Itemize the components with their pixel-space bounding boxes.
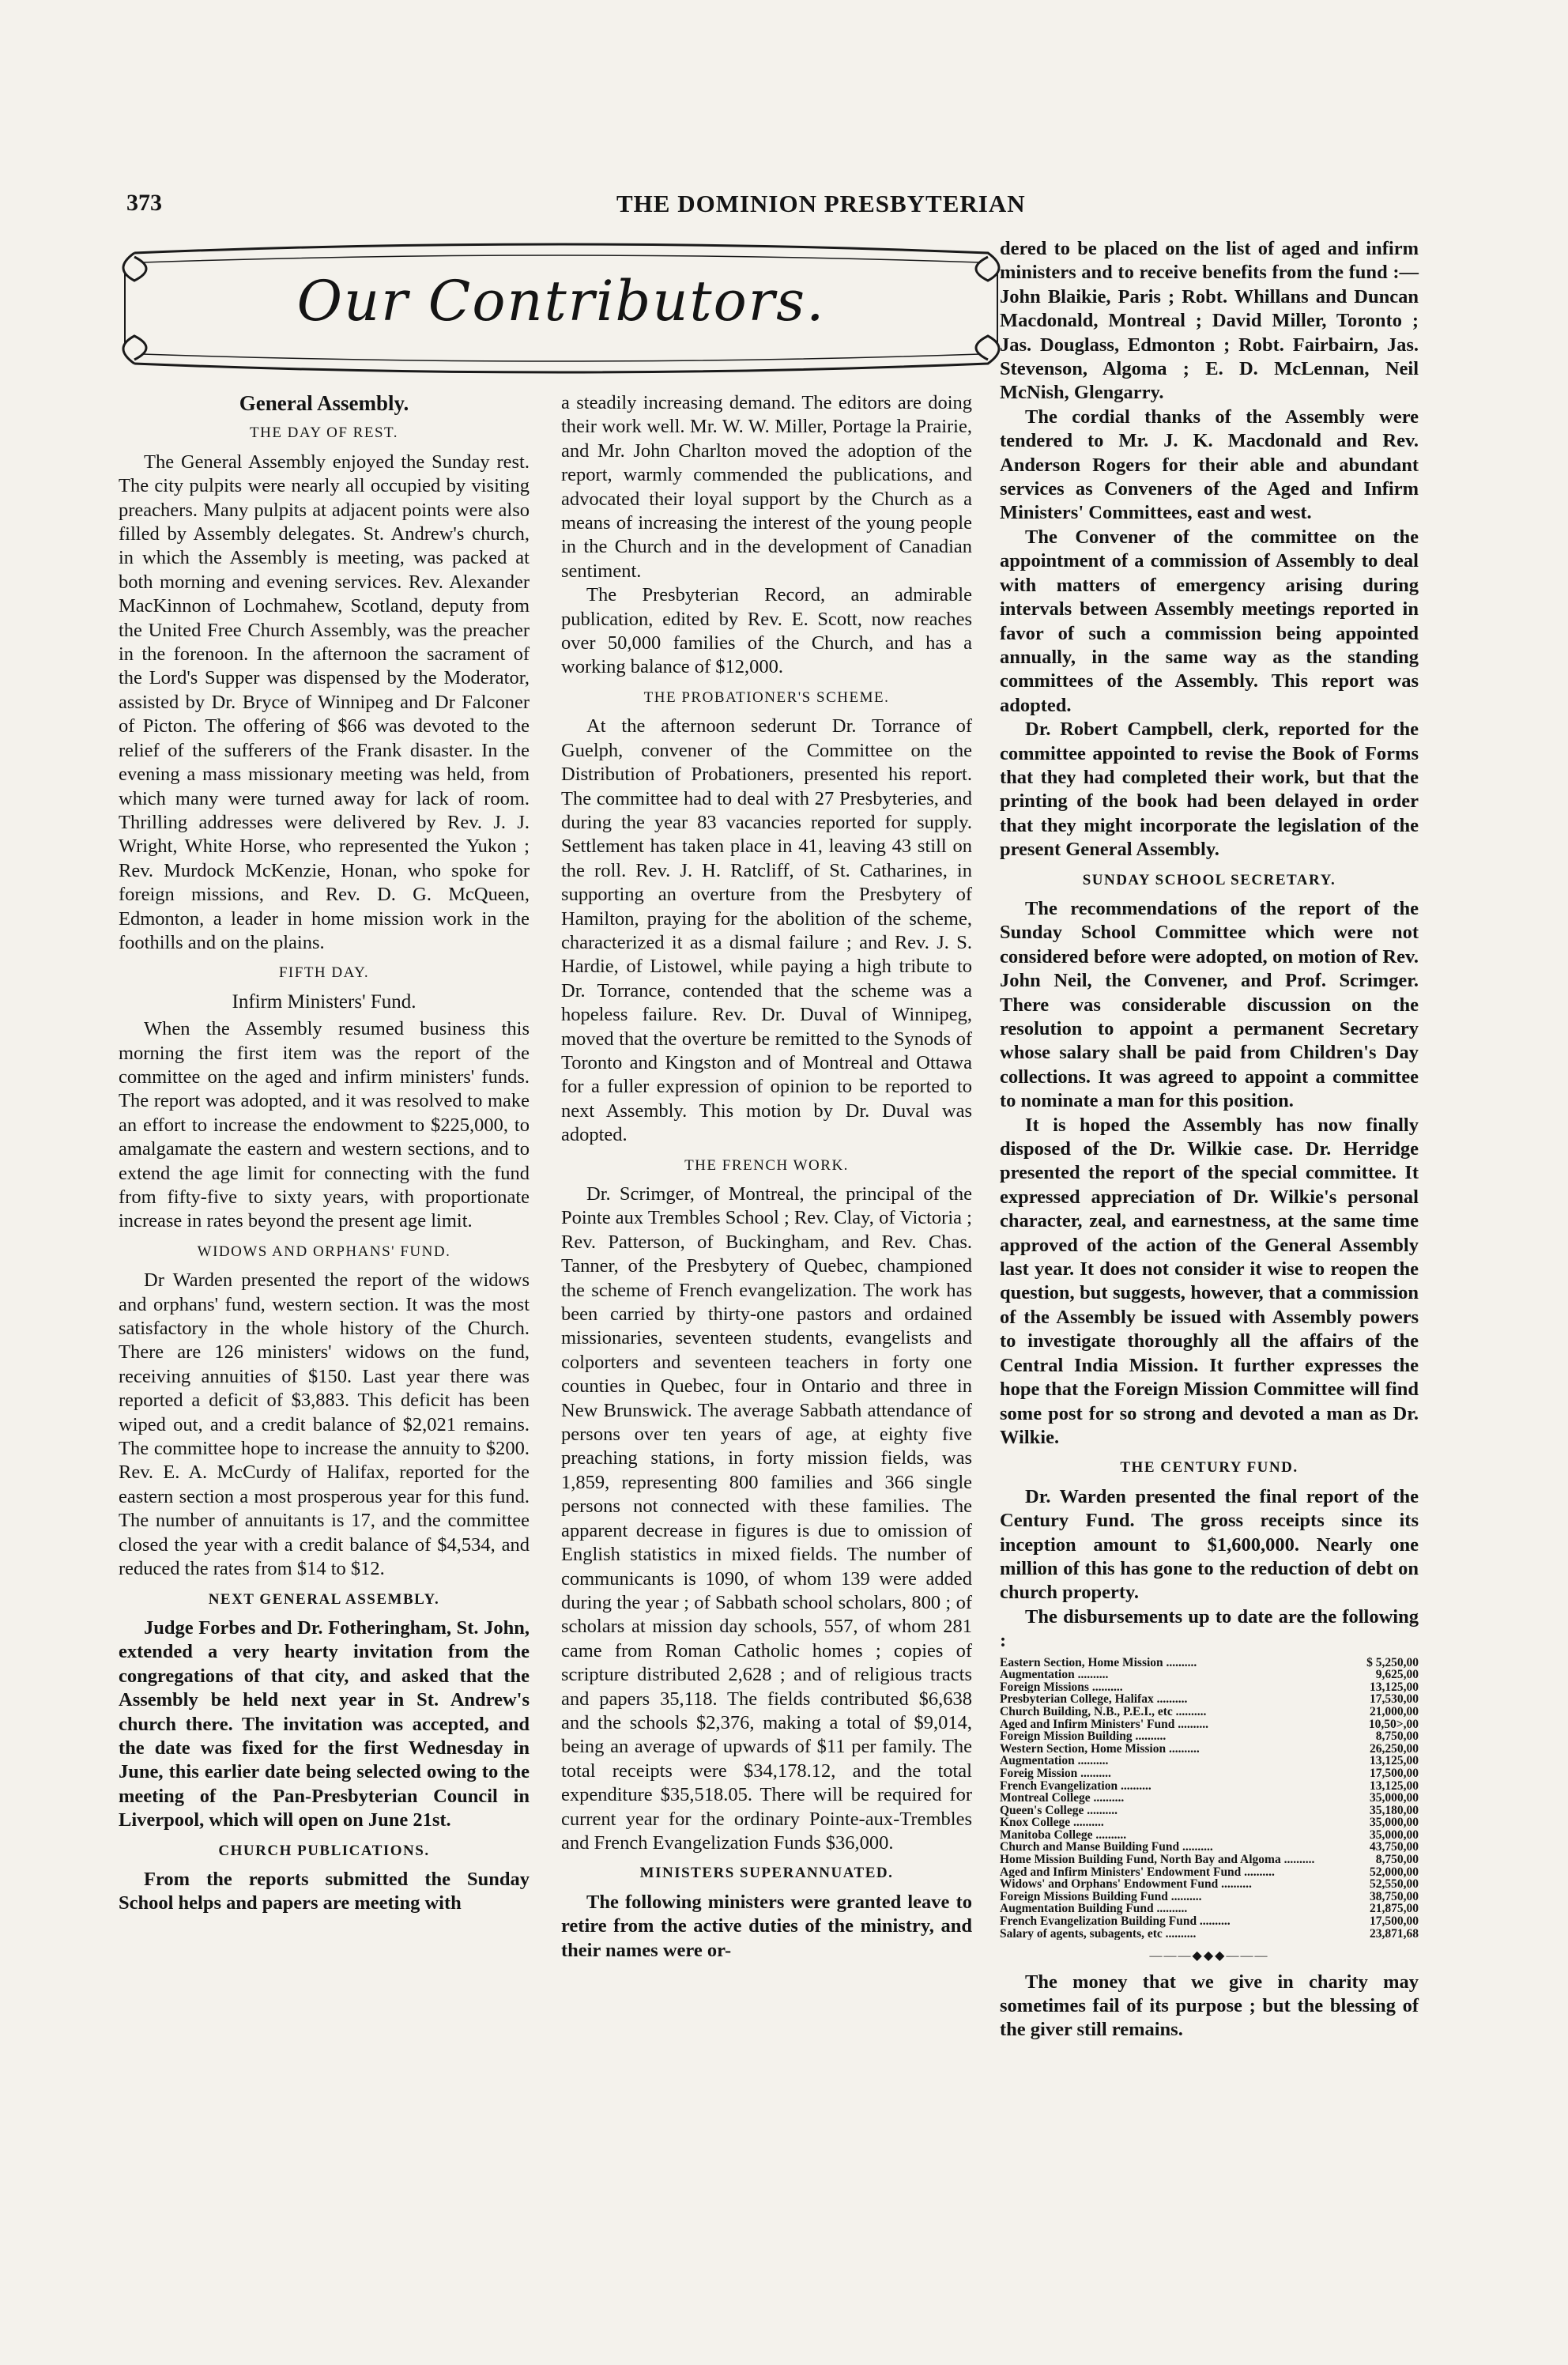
ledger-amount: 52,000,00: [1370, 1865, 1419, 1879]
subhead-widows-orphans-fund: WIDOWS AND ORPHANS' FUND.: [197, 1243, 451, 1260]
paragraph: Dr Warden presented the report of the widows and orphans' fund, western section. It was the most satisfactory in the whole history of the Church. There are 126 ministers' widows on the fund, receiving annuities of $150. Last year there was reported a deficit of $3,883. This deficit has been wiped out, and a credit balance of $2,021 remains. The committee hope to increase the annuity to $200. Rev. E. A. McCurdy of Halifax, reported for the eastern section a most prosperous year for this fund. The number of annuitants is 17, and the committee closed the year with a credit balance of $4,534, and reduced the rates from $14 to $12.: [119, 1269, 530, 1580]
paragraph: The disbursements up to date are the following :: [1000, 1605, 1419, 1652]
ledger-label: Montreal College ..........: [1000, 1792, 1125, 1805]
ledger-label: Knox College ..........: [1000, 1816, 1104, 1829]
subhead-probationers-scheme: THE PROBATIONER'S SCHEME.: [643, 688, 890, 706]
ledger-label: Home Mission Building Fund, North Bay and Algoma ..........: [1000, 1854, 1315, 1866]
paragraph: The Presbyterian Record, an admirable publication, edited by Rev. E. Scott, now reaches over 50,000 families of the Church, and has a working balance of $12,000.: [561, 584, 972, 678]
ledger-amount: 23,871,68: [1370, 1926, 1419, 1941]
ledger-amount: 17,530,00: [1370, 1692, 1419, 1707]
table-row: [1000, 1681, 1419, 1694]
paragraph: The Convener of the committee on the appointment of a commission of Assembly to deal with matters of emergency arising during intervals between Assembly meetings reported in favor of such a commission being appointed annually, in the same way as the standing committees of the Assembly. This report was adopted.: [1000, 526, 1419, 716]
ledger-label: Eastern Section, Home Mission ..........: [1000, 1656, 1197, 1669]
ledger-amount: $ 5,250,00: [1366, 1655, 1419, 1669]
paragraph: The recommendations of the report of the Sunday School Committee which were not considered before were adopted, on motion of Rev. John Neil, the Convener, and Prof. Scrimger. There was considerable discussion on the resolution to appoint a permanent Secretary whose salary shall be paid from Children's Day collections. It was agreed to appoint a committee to nominate a man for this position.: [1000, 897, 1419, 1112]
table-row: [1000, 1928, 1419, 1941]
table-row: [1000, 1767, 1419, 1780]
paragraph: At the afternoon sederunt Dr. Torrance of Guelph, convener of the Committee on the Distribution of Probationers, presented his report. The committee had to deal with 27 Presbyteries, and during the year 83 vacancies reported for supply. Settlement has taken place in 41, leaving 43 still on the roll. Rev. J. H. Ratcliff, of St. Catharines, in supporting an overture from the Presbytery of Hamilton, praying for the abolition of the scheme, characterized it as a dismal failure ; and Rev. J. S. Hardie, of Listowel, while paying a high tribute to Dr. Torrance, contended that the scheme was a hopeless failure. Rev. Dr. Duval of Winnipeg, moved that the overture be remitted to the Synods of Toronto and Kingston and of Montreal and Ottawa for a fuller expression of opinion to be reported to next Assembly. This motion by Dr. Duval was adopted.: [561, 715, 972, 1146]
table-row: [1000, 1878, 1419, 1891]
table-row: [1000, 1891, 1419, 1903]
ledger-label: Augmentation ..........: [1000, 1755, 1109, 1767]
table-row: [1000, 1816, 1419, 1829]
table-row: [1000, 1718, 1419, 1731]
column-1: [119, 391, 530, 1916]
ornamental-divider: ———◆◆◆———: [1149, 1949, 1269, 1963]
paragraph: The money that we give in charity may sometimes fail of its purpose ; but the blessing of the giver still remains.: [1000, 1971, 1419, 2041]
table-row: [1000, 1854, 1419, 1866]
ledger-amount: 35,000,00: [1370, 1791, 1419, 1805]
table-row: [1000, 1693, 1419, 1706]
running-title: THE DOMINION PRESBYTERIAN: [616, 190, 1026, 217]
ledger-amount: 52,550,00: [1370, 1877, 1419, 1892]
paragraph: From the reports submitted the Sunday School helps and papers are meeting with: [119, 1868, 530, 1914]
subhead-french-work: THE FRENCH WORK.: [684, 1156, 849, 1174]
ledger-amount: 10,50>,00: [1368, 1717, 1419, 1731]
ledger-label: Church Building, N.B., P.E.I., etc ..........: [1000, 1705, 1207, 1718]
ledger-amount: 13,125,00: [1370, 1754, 1419, 1768]
table-row: [1000, 1915, 1419, 1928]
paragraph: dered to be placed on the list of aged and infirm ministers and to receive benefits from the fund :—John Blaikie, Paris ; Robt. Whillans and Duncan Macdonald, Montreal ; David Miller, Toronto ; Jas. Douglass, Edmonton ; Robt. Fairbairn, Jas. Stevenson, Algoma ; E. D. McLennan, Neil McNish, Glengarry.: [1000, 238, 1419, 404]
ledger-amount: 21,875,00: [1370, 1902, 1419, 1916]
subhead-day-of-rest: THE DAY OF REST.: [250, 424, 398, 442]
ledger-label: Aged and Infirm Ministers' Fund ..........: [1000, 1718, 1208, 1731]
ledger-amount: 8,750,00: [1375, 1729, 1419, 1744]
subhead-century-fund: THE CENTURY FUND.: [1120, 1459, 1298, 1477]
table-row: [1000, 1780, 1419, 1793]
ledger-amount: 13,125,00: [1370, 1778, 1419, 1793]
ledger-label: Church and Manse Building Fund ..........: [1000, 1841, 1213, 1854]
ledger-label: Foreign Missions ..........: [1000, 1680, 1123, 1694]
paragraph: Judge Forbes and Dr. Fotheringham, St. John, extended a very hearty invitation from the congregations of that city, and asked that the Assembly be held next year in St. Andrew's church there. The invitation was accepted, and the date was fixed for the first Wednesday in June, this earlier date being selected owing to the meeting of the Pan-Presbyterian Council in Liverpool, which will open on June 21st.: [119, 1616, 530, 1831]
subhead-infirm-ministers-fund: Infirm Ministers' Fund.: [232, 990, 416, 1013]
page-number: 373: [126, 190, 162, 216]
ledger-label: Foreign Mission Building ..........: [1000, 1730, 1167, 1743]
ledger-amount: 38,750,00: [1370, 1889, 1419, 1903]
ledger-label: Queen's College ..........: [1000, 1804, 1118, 1817]
table-row: [1000, 1706, 1419, 1718]
ledger-label: Augmentation Building Fund ..........: [1000, 1903, 1188, 1916]
ledger-amount: 17,500,00: [1370, 1766, 1419, 1780]
ledger-amount: 35,000,00: [1370, 1816, 1419, 1830]
section-title: Our Contributors.: [296, 269, 826, 334]
section-banner: [111, 237, 1012, 379]
ledger-label: Western Section, Home Mission ..........: [1000, 1742, 1200, 1756]
ledger-label: Foreign Missions Building Fund ..........: [1000, 1890, 1202, 1903]
paragraph: a steadily increasing demand. The editors are doing their work well. Mr. W. W. Miller, Portage la Prairie, and Mr. John Charlton moved the adoption of the report, warmly commended the publications, and advocated their loyal support by the Church as a means of increasing the interest of the young people in the Church and in the development of Canadian sentiment.: [561, 392, 972, 582]
table-row: [1000, 1841, 1419, 1854]
subhead-ministers-superannuated: MINISTERS SUPERANNUATED.: [639, 1865, 894, 1882]
column-3: [1000, 237, 1419, 2042]
table-row: [1000, 1829, 1419, 1842]
subhead-next-general-assembly: NEXT GENERAL ASSEMBLY.: [208, 1590, 440, 1608]
subhead-sunday-school-secretary: SUNDAY SCHOOL SECRETARY.: [1082, 871, 1336, 888]
ledger-amount: 21,000,00: [1370, 1704, 1419, 1718]
ledger-label: French Evangelization Building Fund ..........: [1000, 1915, 1231, 1928]
paragraph: Dr. Scrimger, of Montreal, the principal of the Pointe aux Trembles School ; Rev. Clay, of Victoria ; Rev. Patterson, of Buckingham, and Rev. Chas. Tanner, of the Presbytery of Quebec, championed the scheme of French evangelization. The work has been carried by thirty-one pastors and ordained missionaries, seventeen students, evangelists and colporters and seventeen teachers in forty one counties in Quebec, four in Ontario and three in New Brunswick. The average Sabbath attendance of persons over ten years of age, at eighty five preaching stations, in forty mission fields, was 1,859, representing 800 families and 366 single persons not connected with these families. The apparent decrease in figures is due to omission of English statistics in mixed fields. The number of communicants is 1090, of whom 139 were added during the year ; of Sabbath school scholars, 800 ; of scholars at mission day schools, 557, of whom 281 came from Roman Catholic homes ; copies of scripture distributed 2,628 ; and of religious tracts and papers 35,118. The fields contributed $6,638 and the schools $2,376, making a total of $9,014, being an average of upwards of $11 per family. The total receipts were $34,178.12, and the total expenditure $35,518.05. There will be required for current year for the ordinary Pointe-aux-Trembles and French Evangelization Funds $36,000.: [561, 1183, 972, 1854]
disbursements-table: [1000, 1657, 1419, 1941]
table-row: [1000, 1657, 1419, 1669]
paragraph: Dr. Robert Campbell, clerk, reported for the committee appointed to revise the Book of Forms that they had completed their work, but that the printing of the book had been delayed in order that they might incorporate the legislation of the present General Assembly.: [1000, 719, 1419, 861]
ledger-label: Augmentation ..........: [1000, 1669, 1109, 1681]
subhead-church-publications: CHURCH PUBLICATIONS.: [218, 1842, 430, 1859]
paragraph: It is hoped the Assembly has now finally disposed of the Dr. Wilkie case. Dr. Herridge presented the report of the special committee. It expressed appreciation of Dr. Wilkie's personal character, zeal, and earnestness, at the same time approved of the action of the General Assembly last year. It does not consider it wise to reopen the question, but suggests, however, that a commission of the Assembly be issued with Assembly powers to investigate thoroughly all the affairs of the Central India Mission. It further expresses the hope that the Foreign Mission Committee will find some post for so strong and devoted a man as Dr. Wilkie.: [1000, 1114, 1419, 1448]
paragraph: Dr. Warden presented the final report of the Century Fund. The gross receipts since its inception amount to $1,600,000. Nearly one million of this has gone to the reduction of debt on church property.: [1000, 1485, 1419, 1604]
table-row: [1000, 1730, 1419, 1743]
paragraph: The General Assembly enjoyed the Sunday rest. The city pulpits were nearly all occupied by visiting preachers. Many pulpits at adjacent points were also filled by Assembly delegates. St. Andrew's church, in which the Assembly is meeting, was packed at both morning and evening services. Rev. Alexander MacKinnon of Lochmahew, Scotland, deputy from the United Free Church Assembly, was the preacher in the forenoon. In the afternoon the sacrament of the Lord's Supper was dispensed by the Moderator, assisted by Dr. Bryce of Winnipeg and Dr Falconer of Picton. The offering of $66 was devoted to the relief of the sufferers of the Frank disaster. In the evening a mass missionary meeting was held, from which many were turned away for lack of room. Thrilling addresses were delivered by Rev. J. J. Wright, White Horse, who represented the Yukon ; Rev. Murdock McKenzie, Honan, who spoke for foreign missions, and Rev. D. G. McQueen, Edmonton, a leader in home mission work in the foothills and on the plains.: [119, 451, 530, 953]
table-row: [1000, 1755, 1419, 1767]
page-header: [126, 190, 1434, 221]
ledger-amount: 9,625,00: [1375, 1668, 1419, 1682]
ledger-amount: 8,750,00: [1375, 1853, 1419, 1867]
ledger-label: Foreig Mission ..........: [1000, 1767, 1111, 1780]
paragraph: When the Assembly resumed business this morning the first item was the report of the committee on the aged and infirm ministers' funds. The report was adopted, and it was resolved to make an effort to increase the endowment to $225,000, to amalgamate the eastern and western sections, and to extend the age limit for connecting with the fund from fifty-five to sixty years, with proportionate increase in rates beyond the present age limit.: [119, 1018, 530, 1232]
paragraph: The cordial thanks of the Assembly were tendered to Mr. J. K. Macdonald and Rev. Anderson Rogers for their able and abundant services as Conveners of the Aged and Infirm Ministers' Committees, east and west.: [1000, 405, 1419, 524]
subhead-fifth-day: FIFTH DAY.: [278, 964, 370, 982]
table-row: [1000, 1866, 1419, 1879]
ledger-label: Aged and Infirm Ministers' Endowment Fund ..........: [1000, 1865, 1275, 1879]
table-row: [1000, 1903, 1419, 1915]
ledger-amount: 35,180,00: [1370, 1803, 1419, 1817]
ledger-amount: 35,000,00: [1370, 1828, 1419, 1842]
ledger-label: French Evangelization ..........: [1000, 1779, 1152, 1793]
table-row: [1000, 1743, 1419, 1756]
column-2: [561, 391, 972, 1963]
ledger-label: Widows' and Orphans' Endowment Fund ..........: [1000, 1878, 1252, 1891]
paragraph: The following ministers were granted leave to retire from the active duties of the ministry, and their names were or-: [561, 1891, 972, 1961]
table-row: [1000, 1805, 1419, 1817]
ledger-amount: 43,750,00: [1370, 1840, 1419, 1854]
table-row: [1000, 1669, 1419, 1681]
ledger-label: Presbyterian College, Halifax ..........: [1000, 1693, 1188, 1706]
table-row: [1000, 1792, 1419, 1805]
ledger-label: Salary of agents, subagents, etc ..........: [1000, 1927, 1197, 1941]
ledger-amount: 26,250,00: [1370, 1741, 1419, 1756]
ledger-label: Manitoba College ..........: [1000, 1828, 1127, 1842]
ledger-amount: 13,125,00: [1370, 1680, 1419, 1694]
article-heading: General Assembly.: [239, 391, 409, 415]
ledger-amount: 17,500,00: [1370, 1914, 1419, 1929]
